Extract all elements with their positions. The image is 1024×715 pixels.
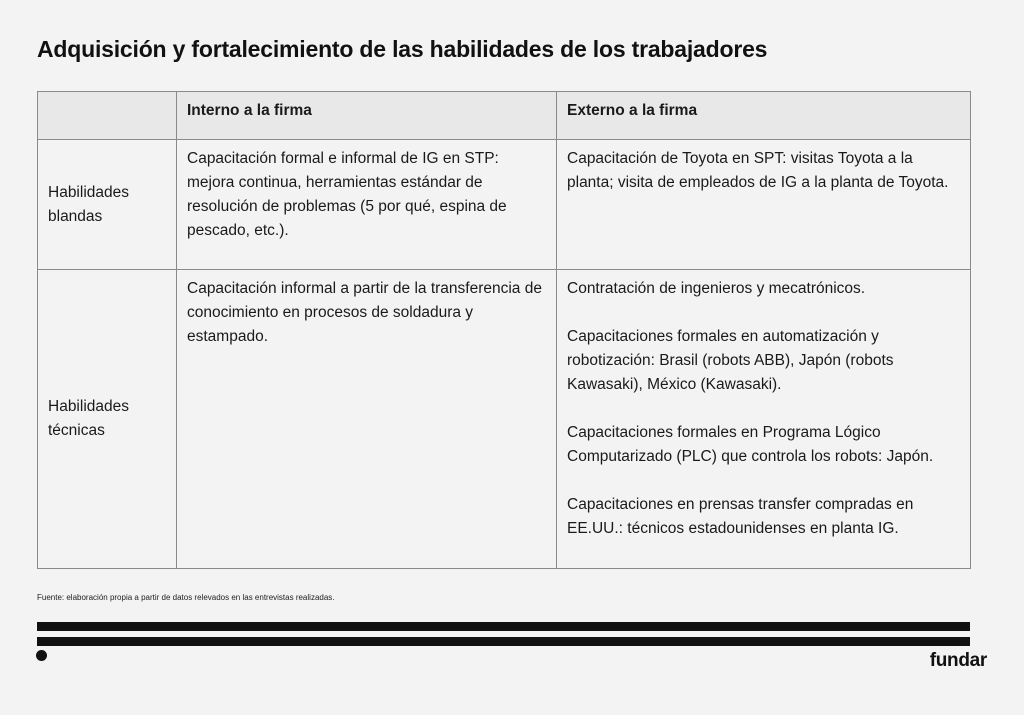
table-row bbox=[38, 270, 971, 569]
cell-paragraph: Capacitación formal e informal de IG en STP: mejora continua, herramientas estándar de resolución de problemas (5 por qué, espina de pescado, etc.). bbox=[187, 150, 507, 239]
cell-soft-external bbox=[557, 140, 971, 270]
table-header-row bbox=[38, 92, 971, 140]
footer-dot bbox=[36, 650, 47, 661]
skills-table bbox=[37, 91, 971, 569]
cell-paragraph: Capacitaciones formales en automatización y robotización: Brasil (robots ABB), Japón (robots Kawasaki), México (Kawasaki). bbox=[567, 328, 894, 393]
brand-logo: fundar bbox=[929, 650, 987, 671]
row-label-technical-skills: Habilidades técnicas bbox=[38, 270, 177, 569]
footer-rule-bottom bbox=[37, 637, 970, 646]
cell-paragraph: Capacitación informal a partir de la transferencia de conocimiento en procesos de soldadura y estampado. bbox=[187, 280, 542, 345]
cell-paragraph: Contratación de ingenieros y mecatrónicos. bbox=[567, 280, 866, 297]
cell-paragraph: Capacitación de Toyota en SPT: visitas Toyota a la planta; visita de empleados de IG a la planta de Toyota. bbox=[567, 150, 949, 191]
row-label-soft-skills: Habilidades blandas bbox=[38, 140, 177, 270]
cell-paragraph: Capacitaciones formales en Programa Lógico Computarizado (PLC) que controla los robots: Japón. bbox=[567, 424, 934, 465]
cell-technical-external bbox=[557, 270, 971, 569]
cell-soft-internal bbox=[177, 140, 557, 270]
source-note: Fuente: elaboración propia a partir de datos relevados en las entrevistas realizadas. bbox=[37, 593, 335, 602]
page-title: Adquisición y fortalecimiento de las habilidades de los trabajadores bbox=[37, 36, 768, 62]
header-blank-cell bbox=[38, 92, 177, 140]
cell-technical-internal bbox=[177, 270, 557, 569]
cell-paragraph: Capacitaciones en prensas transfer compradas en EE.UU.: técnicos estadounidenses en planta IG. bbox=[567, 496, 914, 537]
footer-rule-top bbox=[37, 622, 970, 631]
table-row bbox=[38, 140, 971, 270]
header-external: Externo a la firma bbox=[557, 92, 971, 140]
header-internal: Interno a la firma bbox=[177, 92, 557, 140]
